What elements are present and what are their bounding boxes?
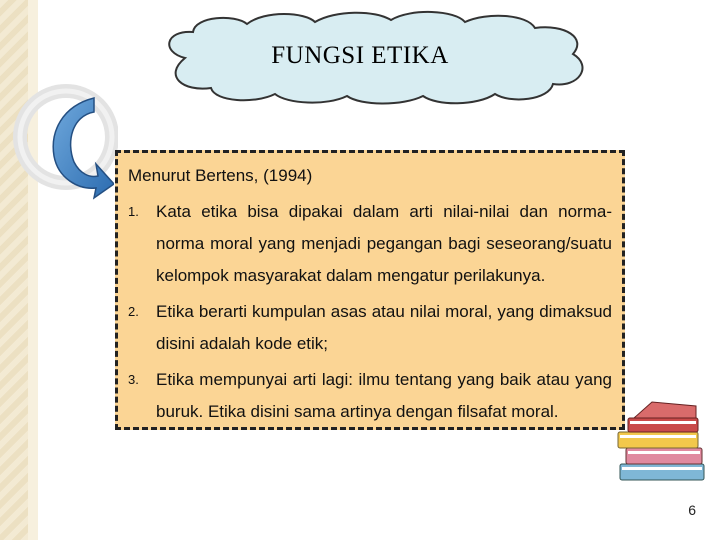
list-item <box>128 364 612 428</box>
list-item-number: 1. <box>128 204 139 219</box>
page-number: 6 <box>688 502 696 518</box>
slide-title: FUNGSI ETIKA <box>271 42 449 69</box>
content-text <box>128 160 612 432</box>
item-list <box>128 196 612 428</box>
list-item-number: 3. <box>128 372 139 387</box>
list-item-text: Etika berarti kumpulan asas atau nilai moral, yang dimaksud disini adalah kode etik; <box>156 302 612 353</box>
list-item-number: 2. <box>128 304 139 319</box>
list-item <box>128 296 612 360</box>
curved-arrow-icon <box>44 92 114 200</box>
list-item <box>128 196 612 292</box>
books-icon <box>612 390 712 490</box>
list-item-text: Kata etika bisa dipakai dalam arti nilai-nilai dan norma-norma moral yang menjadi pegangan bagi seseorang/suatu kelompok masyarakat dalam mengatur perilakunya. <box>156 202 612 285</box>
intro-text: Menurut Bertens, (1994) <box>128 166 313 185</box>
list-item-text: Etika mempunyai arti lagi: ilmu tentang yang baik atau yang buruk. Etika disini sama artinya dengan filsafat moral. <box>156 370 612 421</box>
